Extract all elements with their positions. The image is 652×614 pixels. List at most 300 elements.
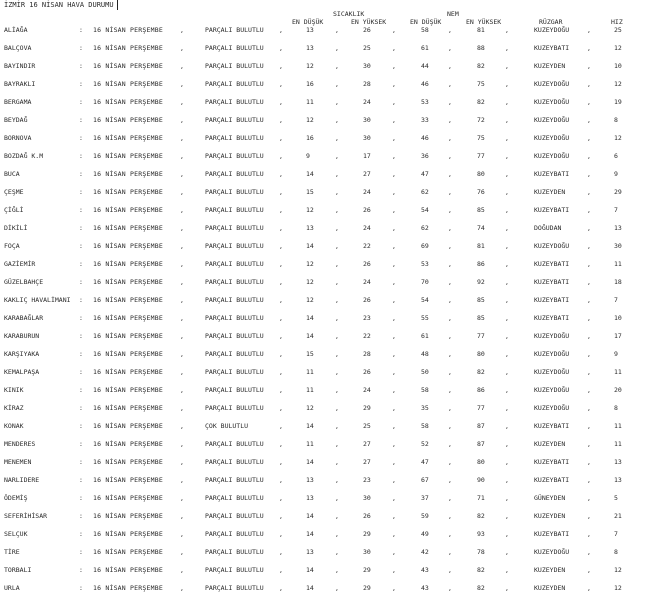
comma-separator: , [448, 314, 452, 322]
weather-row [0, 580, 652, 598]
comma-separator: , [180, 314, 184, 322]
date-text: 16 NİSAN PERŞEMBE [93, 98, 163, 106]
weather-row [0, 400, 652, 418]
comma-separator: , [180, 422, 184, 430]
wind-speed-value: 10 [614, 314, 622, 322]
condition-text: PARÇALI BULUTLU [205, 386, 264, 394]
comma-separator: , [587, 224, 591, 232]
comma-separator: , [180, 458, 184, 466]
header-wind: RÜZGAR [539, 18, 563, 26]
weather-row [0, 490, 652, 508]
humidity-min-value: 50 [421, 368, 429, 376]
comma-separator: , [180, 26, 184, 34]
comma-separator: , [335, 584, 339, 592]
comma-separator: , [587, 80, 591, 88]
comma-separator: , [180, 224, 184, 232]
comma-separator: , [392, 350, 396, 358]
comma-separator: , [335, 152, 339, 160]
colon-separator: : [79, 422, 83, 430]
comma-separator: , [392, 260, 396, 268]
wind-speed-value: 18 [614, 278, 622, 286]
temp-max-value: 24 [363, 278, 371, 286]
humidity-max-value: 87 [477, 422, 485, 430]
comma-separator: , [587, 386, 591, 394]
humidity-max-value: 76 [477, 188, 485, 196]
colon-separator: : [79, 260, 83, 268]
temp-min-value: 14 [306, 422, 314, 430]
wind-direction: KUZEYBATI [534, 206, 570, 214]
comma-separator: , [180, 404, 184, 412]
condition-text: PARÇALI BULUTLU [205, 332, 264, 340]
humidity-max-value: 92 [477, 278, 485, 286]
weather-row [0, 544, 652, 562]
comma-separator: , [392, 530, 396, 538]
comma-separator: , [505, 260, 509, 268]
humidity-min-value: 48 [421, 350, 429, 358]
comma-separator: , [448, 26, 452, 34]
wind-speed-value: 12 [614, 134, 622, 142]
humidity-min-value: 70 [421, 278, 429, 286]
comma-separator: , [180, 134, 184, 142]
temp-min-value: 14 [306, 458, 314, 466]
condition-text: PARÇALI BULUTLU [205, 152, 264, 160]
temp-max-value: 17 [363, 152, 371, 160]
condition-text: PARÇALI BULUTLU [205, 476, 264, 484]
city-name: SELÇUK [4, 530, 28, 538]
city-name: ALİAĞA [4, 26, 28, 34]
comma-separator: , [505, 422, 509, 430]
comma-separator: , [505, 134, 509, 142]
comma-separator: , [505, 314, 509, 322]
header-speed: HIZ [611, 18, 623, 26]
date-text: 16 NİSAN PERŞEMBE [93, 350, 163, 358]
comma-separator: , [392, 440, 396, 448]
comma-separator: , [180, 116, 184, 124]
humidity-min-value: 53 [421, 98, 429, 106]
weather-row [0, 58, 652, 76]
temp-max-value: 23 [363, 476, 371, 484]
wind-direction: KUZEYDEN [534, 512, 566, 520]
comma-separator: , [335, 224, 339, 232]
comma-separator: , [587, 350, 591, 358]
temp-min-value: 14 [306, 314, 314, 322]
colon-separator: : [79, 386, 83, 394]
city-name: ÖDEMİŞ [4, 494, 28, 502]
city-name: MENEMEN [4, 458, 32, 466]
comma-separator: , [335, 404, 339, 412]
date-text: 16 NİSAN PERŞEMBE [93, 62, 163, 70]
temp-min-value: 14 [306, 242, 314, 250]
comma-separator: , [392, 80, 396, 88]
comma-separator: , [180, 62, 184, 70]
condition-text: PARÇALI BULUTLU [205, 494, 264, 502]
comma-separator: , [448, 224, 452, 232]
humidity-max-value: 93 [477, 530, 485, 538]
weather-row [0, 292, 652, 310]
temp-min-value: 13 [306, 224, 314, 232]
city-name: DİKİLİ [4, 224, 28, 232]
temp-max-value: 27 [363, 440, 371, 448]
weather-row [0, 418, 652, 436]
comma-separator: , [335, 98, 339, 106]
condition-text: PARÇALI BULUTLU [205, 188, 264, 196]
temp-min-value: 13 [306, 494, 314, 502]
weather-row [0, 328, 652, 346]
comma-separator: , [279, 26, 283, 34]
humidity-min-value: 54 [421, 296, 429, 304]
temp-min-value: 13 [306, 548, 314, 556]
humidity-max-value: 88 [477, 44, 485, 52]
comma-separator: , [335, 62, 339, 70]
temp-min-value: 14 [306, 584, 314, 592]
humidity-max-value: 82 [477, 512, 485, 520]
wind-speed-value: 13 [614, 476, 622, 484]
humidity-min-value: 43 [421, 566, 429, 574]
date-text: 16 NİSAN PERŞEMBE [93, 386, 163, 394]
city-name: SEFERİHİSAR [4, 512, 48, 520]
comma-separator: , [505, 206, 509, 214]
city-name: BERGAMA [4, 98, 32, 106]
colon-separator: : [79, 404, 83, 412]
comma-separator: , [392, 314, 396, 322]
comma-separator: , [587, 188, 591, 196]
humidity-min-value: 58 [421, 386, 429, 394]
colon-separator: : [79, 350, 83, 358]
comma-separator: , [587, 440, 591, 448]
comma-separator: , [392, 152, 396, 160]
comma-separator: , [392, 134, 396, 142]
comma-separator: , [392, 332, 396, 340]
humidity-min-value: 35 [421, 404, 429, 412]
humidity-max-value: 87 [477, 440, 485, 448]
temp-min-value: 9 [306, 152, 310, 160]
wind-direction: KUZEYDEN [534, 188, 566, 196]
humidity-min-value: 44 [421, 62, 429, 70]
comma-separator: , [180, 440, 184, 448]
comma-separator: , [587, 494, 591, 502]
comma-separator: , [587, 530, 591, 538]
header-temp-min: EN DÜŞÜK [292, 18, 324, 26]
temp-max-value: 26 [363, 512, 371, 520]
temp-min-value: 12 [306, 296, 314, 304]
comma-separator: , [279, 134, 283, 142]
weather-row [0, 436, 652, 454]
date-text: 16 NİSAN PERŞEMBE [93, 170, 163, 178]
comma-separator: , [335, 350, 339, 358]
wind-direction: KUZEYDOĞU [534, 80, 570, 88]
humidity-max-value: 85 [477, 314, 485, 322]
comma-separator: , [587, 584, 591, 592]
comma-separator: , [587, 476, 591, 484]
weather-row [0, 166, 652, 184]
comma-separator: , [505, 566, 509, 574]
comma-separator: , [587, 332, 591, 340]
comma-separator: , [180, 548, 184, 556]
comma-separator: , [180, 242, 184, 250]
weather-row [0, 238, 652, 256]
wind-direction: KUZEYDOĞU [534, 116, 570, 124]
humidity-max-value: 77 [477, 152, 485, 160]
humidity-max-value: 90 [477, 476, 485, 484]
city-name: BEYDAĞ [4, 116, 28, 124]
comma-separator: , [392, 170, 396, 178]
wind-speed-value: 7 [614, 296, 618, 304]
colon-separator: : [79, 440, 83, 448]
humidity-max-value: 82 [477, 98, 485, 106]
comma-separator: , [448, 62, 452, 70]
condition-text: ÇOK BULUTLU [205, 422, 249, 430]
wind-direction: KUZEYDOĞU [534, 242, 570, 250]
wind-speed-value: 13 [614, 224, 622, 232]
wind-direction: KUZEYDOĞU [534, 386, 570, 394]
humidity-max-value: 81 [477, 242, 485, 250]
comma-separator: , [587, 260, 591, 268]
city-name: BOZDAĞ K.M [4, 152, 44, 160]
comma-separator: , [505, 440, 509, 448]
city-name: BAYRAKLI [4, 80, 36, 88]
comma-separator: , [335, 296, 339, 304]
date-text: 16 NİSAN PERŞEMBE [93, 404, 163, 412]
comma-separator: , [180, 278, 184, 286]
condition-text: PARÇALI BULUTLU [205, 368, 264, 376]
humidity-min-value: 58 [421, 26, 429, 34]
date-text: 16 NİSAN PERŞEMBE [93, 80, 163, 88]
comma-separator: , [279, 494, 283, 502]
comma-separator: , [335, 80, 339, 88]
comma-separator: , [448, 332, 452, 340]
comma-separator: , [335, 242, 339, 250]
wind-direction: KUZEYBATI [534, 422, 570, 430]
weather-row [0, 40, 652, 58]
comma-separator: , [335, 26, 339, 34]
wind-speed-value: 11 [614, 260, 622, 268]
weather-row [0, 202, 652, 220]
date-text: 16 NİSAN PERŞEMBE [93, 458, 163, 466]
wind-direction: KUZEYDOĞU [534, 134, 570, 142]
temp-min-value: 12 [306, 62, 314, 70]
comma-separator: , [505, 80, 509, 88]
temp-max-value: 27 [363, 458, 371, 466]
comma-separator: , [448, 404, 452, 412]
comma-separator: , [279, 368, 283, 376]
comma-separator: , [392, 512, 396, 520]
humidity-min-value: 33 [421, 116, 429, 124]
humidity-min-value: 61 [421, 44, 429, 52]
comma-separator: , [448, 584, 452, 592]
humidity-max-value: 80 [477, 458, 485, 466]
comma-separator: , [279, 512, 283, 520]
weather-row [0, 76, 652, 94]
condition-text: PARÇALI BULUTLU [205, 62, 264, 70]
temp-max-value: 29 [363, 404, 371, 412]
wind-speed-value: 13 [614, 458, 622, 466]
comma-separator: , [448, 458, 452, 466]
comma-separator: , [392, 98, 396, 106]
condition-text: PARÇALI BULUTLU [205, 458, 264, 466]
wind-direction: KUZEYBATI [534, 44, 570, 52]
weather-row [0, 130, 652, 148]
comma-separator: , [392, 62, 396, 70]
temp-min-value: 14 [306, 512, 314, 520]
humidity-min-value: 69 [421, 242, 429, 250]
city-name: KARABURUN [4, 332, 40, 340]
comma-separator: , [505, 62, 509, 70]
humidity-min-value: 47 [421, 458, 429, 466]
temp-max-value: 26 [363, 368, 371, 376]
comma-separator: , [279, 62, 283, 70]
wind-speed-value: 8 [614, 548, 618, 556]
humidity-min-value: 67 [421, 476, 429, 484]
weather-row [0, 310, 652, 328]
colon-separator: : [79, 242, 83, 250]
humidity-min-value: 49 [421, 530, 429, 538]
comma-separator: , [180, 512, 184, 520]
temp-min-value: 16 [306, 134, 314, 142]
humidity-max-value: 85 [477, 296, 485, 304]
city-name: ÇİĞLİ [4, 206, 24, 214]
colon-separator: : [79, 530, 83, 538]
comma-separator: , [587, 278, 591, 286]
wind-direction: KUZEYDOĞU [534, 548, 570, 556]
comma-separator: , [180, 188, 184, 196]
date-text: 16 NİSAN PERŞEMBE [93, 278, 163, 286]
city-name: KEMALPAŞA [4, 368, 40, 376]
comma-separator: , [505, 386, 509, 394]
wind-direction: KUZEYDEN [534, 440, 566, 448]
comma-separator: , [392, 386, 396, 394]
comma-separator: , [335, 422, 339, 430]
comma-separator: , [392, 584, 396, 592]
weather-row [0, 112, 652, 130]
comma-separator: , [392, 26, 396, 34]
comma-separator: , [335, 494, 339, 502]
wind-speed-value: 7 [614, 206, 618, 214]
comma-separator: , [335, 170, 339, 178]
comma-separator: , [335, 44, 339, 52]
temp-min-value: 14 [306, 170, 314, 178]
weather-row [0, 454, 652, 472]
colon-separator: : [79, 224, 83, 232]
condition-text: PARÇALI BULUTLU [205, 80, 264, 88]
header-humidity-max: EN YÜKSEK [466, 18, 502, 26]
comma-separator: , [587, 566, 591, 574]
date-text: 16 NİSAN PERŞEMBE [93, 440, 163, 448]
city-name: FOÇA [4, 242, 20, 250]
condition-text: PARÇALI BULUTLU [205, 224, 264, 232]
comma-separator: , [448, 98, 452, 106]
temp-min-value: 14 [306, 530, 314, 538]
date-text: 16 NİSAN PERŞEMBE [93, 512, 163, 520]
comma-separator: , [180, 170, 184, 178]
wind-direction: KUZEYBATI [534, 278, 570, 286]
comma-separator: , [279, 440, 283, 448]
condition-text: PARÇALI BULUTLU [205, 170, 264, 178]
comma-separator: , [335, 188, 339, 196]
comma-separator: , [448, 152, 452, 160]
comma-separator: , [279, 206, 283, 214]
wind-speed-value: 20 [614, 386, 622, 394]
comma-separator: , [180, 206, 184, 214]
humidity-min-value: 61 [421, 332, 429, 340]
comma-separator: , [392, 494, 396, 502]
wind-speed-value: 29 [614, 188, 622, 196]
header-humidity-min: EN DÜŞÜK [410, 18, 442, 26]
date-text: 16 NİSAN PERŞEMBE [93, 566, 163, 574]
weather-row [0, 382, 652, 400]
comma-separator: , [279, 332, 283, 340]
condition-text: PARÇALI BULUTLU [205, 404, 264, 412]
comma-separator: , [392, 224, 396, 232]
temp-max-value: 29 [363, 566, 371, 574]
comma-separator: , [392, 566, 396, 574]
city-name: BAYINDIR [4, 62, 36, 70]
weather-row [0, 472, 652, 490]
humidity-max-value: 75 [477, 80, 485, 88]
comma-separator: , [448, 134, 452, 142]
wind-direction: DOĞUDAN [534, 224, 562, 232]
comma-separator: , [335, 206, 339, 214]
comma-separator: , [392, 116, 396, 124]
temp-max-value: 24 [363, 188, 371, 196]
comma-separator: , [279, 44, 283, 52]
temp-max-value: 28 [363, 80, 371, 88]
comma-separator: , [448, 530, 452, 538]
humidity-max-value: 82 [477, 62, 485, 70]
city-name: TİRE [4, 548, 20, 556]
temp-min-value: 11 [306, 368, 314, 376]
colon-separator: : [79, 584, 83, 592]
humidity-max-value: 80 [477, 170, 485, 178]
city-name: KARABAĞLAR [4, 314, 44, 322]
comma-separator: , [392, 458, 396, 466]
humidity-min-value: 62 [421, 224, 429, 232]
comma-separator: , [392, 188, 396, 196]
date-text: 16 NİSAN PERŞEMBE [93, 152, 163, 160]
comma-separator: , [180, 494, 184, 502]
comma-separator: , [587, 314, 591, 322]
temp-max-value: 29 [363, 530, 371, 538]
wind-speed-value: 10 [614, 62, 622, 70]
date-text: 16 NİSAN PERŞEMBE [93, 260, 163, 268]
comma-separator: , [180, 386, 184, 394]
comma-separator: , [335, 530, 339, 538]
comma-separator: , [180, 584, 184, 592]
city-name: URLA [4, 584, 20, 592]
comma-separator: , [448, 188, 452, 196]
temp-min-value: 13 [306, 44, 314, 52]
colon-separator: : [79, 44, 83, 52]
comma-separator: , [279, 458, 283, 466]
header-nem: NEM [447, 10, 459, 18]
wind-speed-value: 11 [614, 440, 622, 448]
comma-separator: , [279, 404, 283, 412]
wind-direction: KUZEYBATI [534, 530, 570, 538]
comma-separator: , [587, 134, 591, 142]
comma-separator: , [587, 170, 591, 178]
weather-row [0, 94, 652, 112]
wind-speed-value: 12 [614, 80, 622, 88]
humidity-min-value: 42 [421, 548, 429, 556]
humidity-min-value: 47 [421, 170, 429, 178]
comma-separator: , [180, 98, 184, 106]
humidity-max-value: 74 [477, 224, 485, 232]
colon-separator: : [79, 116, 83, 124]
condition-text: PARÇALI BULUTLU [205, 44, 264, 52]
comma-separator: , [505, 224, 509, 232]
date-text: 16 NİSAN PERŞEMBE [93, 584, 163, 592]
condition-text: PARÇALI BULUTLU [205, 134, 264, 142]
comma-separator: , [505, 332, 509, 340]
